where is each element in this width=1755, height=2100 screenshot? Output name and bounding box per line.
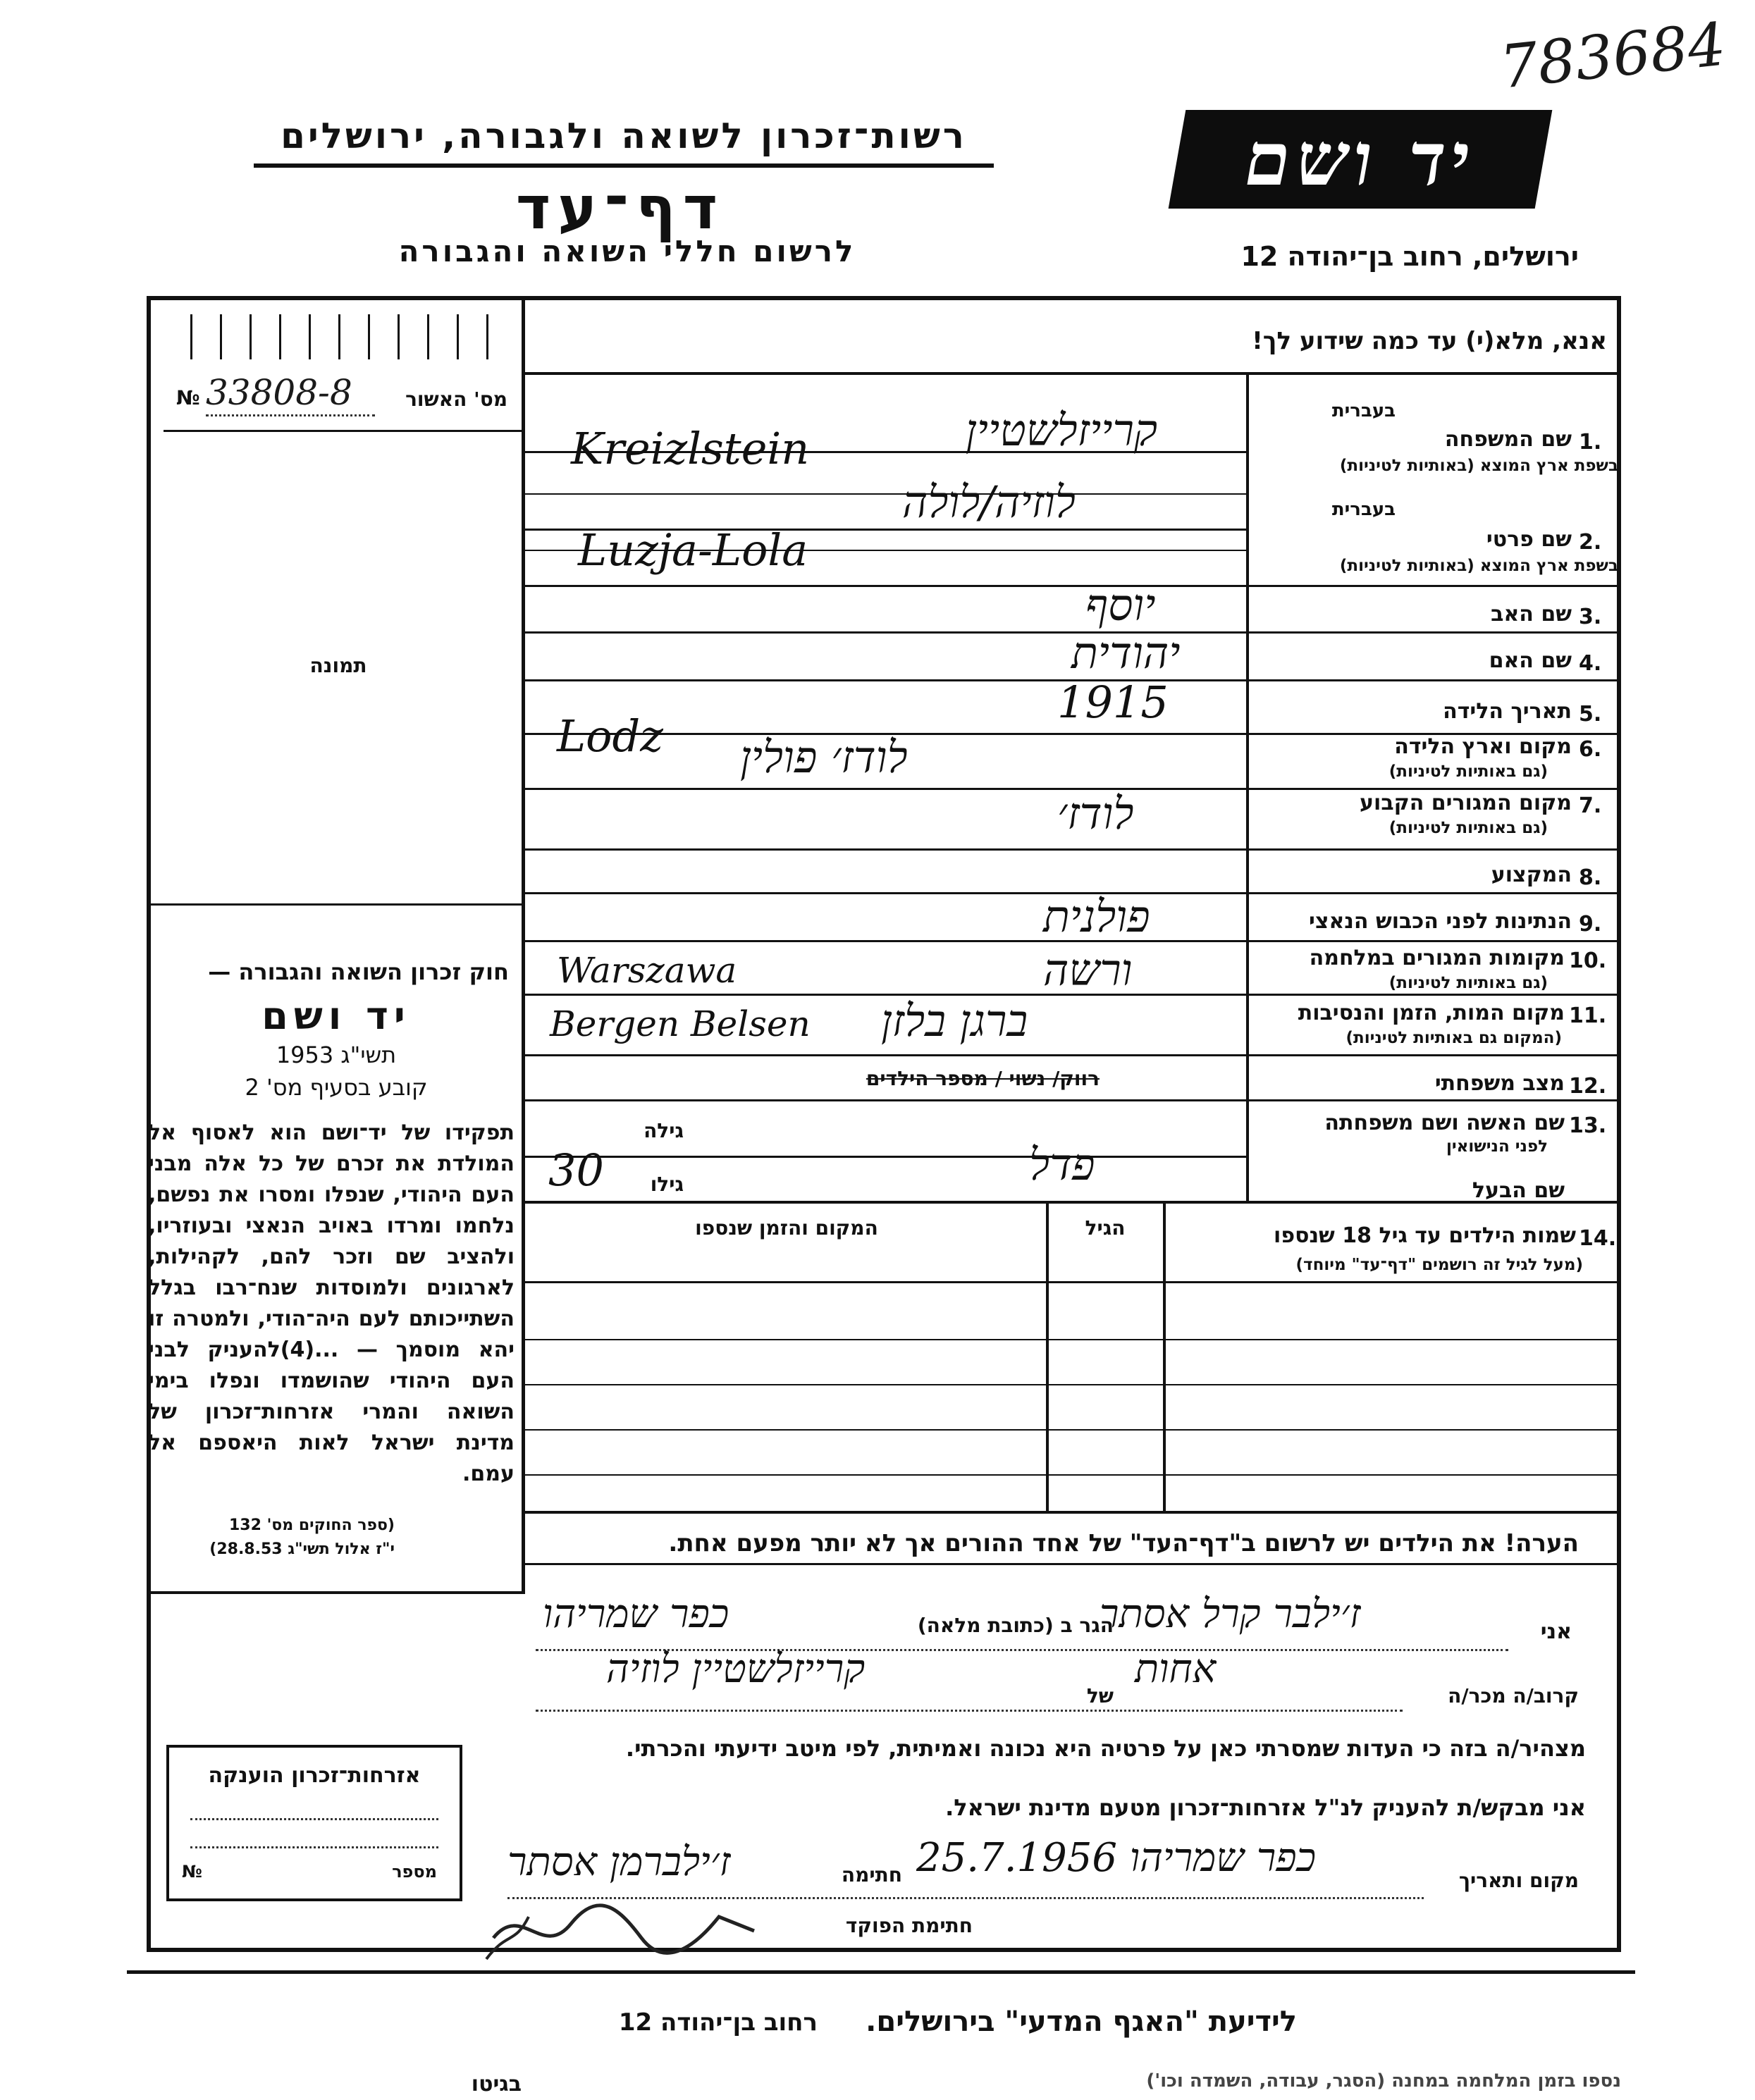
field-8-num: 8. [1579,865,1602,890]
children-num: 14. [1579,1226,1617,1251]
husband-label: שם הבעל [1472,1178,1565,1203]
field-2-label: שם פרטי [1486,527,1572,552]
field-1-value-latin: Kreizlstein [571,423,810,474]
field-8-label: המקצוע [1491,863,1572,887]
field-11-value-latin: Bergen Belsen [550,1003,811,1044]
field-10-num: 10. [1569,949,1607,973]
decl-relation: אחות [1135,1646,1217,1692]
photo-bottom-line [147,903,522,906]
instructions: אנא, מלא(י) עד כמה שידוע לך! [1252,327,1607,355]
decl-statement: מצהיר/ה בזה כי העדות שמסרתי כאן על פרטיה היא נכונה ואמיתית, לפי מיטב ידיעתי והכרתי. [625,1735,1586,1762]
law-title: חוק זכרון השואה והגבורה — [208,958,509,985]
field-6-value-hebrew: לודז׳ פולין [740,731,908,783]
field-4-num: 4. [1579,651,1602,676]
left-panel-bottom [147,1591,525,1594]
field-6-sub: (גם באותיות לטיניות) [1388,762,1548,781]
field-12-label: מצב משפחתי [1434,1071,1565,1096]
children-col-divider-2 [1163,1204,1166,1511]
decl-relative-label: קרוב/ה מכר/ה [1448,1684,1579,1707]
field-7-sub: (גם באותיות לטיניות) [1388,819,1548,837]
law-reference-1: (ספר החוקים מס' 132 [228,1517,395,1534]
field-5-num: 5. [1579,702,1602,727]
photo-label: תמונה [309,654,367,677]
header-address: ירושלים, רחוב בן־יהודה 12 [1240,241,1579,272]
field-2-sub-hebrew: בעברית [1331,499,1396,520]
archive-number: 783684 [1496,9,1729,102]
officer-signature-mark [479,1889,775,1966]
children-label: שמות הילדים עד גיל 18 שנספו [1274,1223,1576,1248]
footer-address: רחוב בן־יהודה 12 [618,2008,818,2037]
decl-place-date: כפר שמריהו 25.7.1956 [916,1835,1317,1881]
husband-value: פדל [1029,1139,1095,1190]
reg-symbol: № [176,386,200,409]
children-col-divider-1 [1046,1204,1049,1511]
reg-dotted-line [206,414,375,416]
instructions-underline [525,372,1621,375]
field-3-value: יוסף [1085,579,1156,631]
children-col-place: המקום והזמן שנספו [695,1216,878,1240]
citizenship-number-label: מספר [392,1862,437,1882]
field-5-label: תאריך הלידה [1443,699,1572,724]
decl-request: אני מבקש/ת להעניק לנ"ל אזרחות־זכרון מטעם מדינת ישראל. [945,1794,1586,1821]
field-12-value: רווק/ נשוי / מספר הילדים [866,1067,1100,1090]
wife-age-label: גילה [644,1119,684,1142]
field-4-value: יהודית [1071,627,1181,679]
photo-top-line [164,430,522,432]
children-sub: (מעל לגיל זה רושמים "דף־עד" מיוחד) [1295,1256,1583,1274]
field-10-value-latin: Warszawa [557,950,737,991]
footer-cut-line-2: בגיטו [471,2072,522,2096]
husband-age-value: 30 [548,1144,604,1196]
field-2-num: 2. [1579,530,1602,555]
field-6-value-latin: Lodz [557,710,663,762]
field-11-value-hebrew: ברגן בלזן [881,995,1028,1046]
form-title: דף־עד [515,173,725,242]
law-text: תפקידו של יד־ושם הוא לאסוף אל המולדת את זכרם של כל אלה מבני העם היהודי, שנפלו ומסרו את נפשם, נלחמו ומרדו באויב הנאצי ובעוזריו, ולהציב שם וזכר להם, לקהילות, לארגונים ולמוסדות שנח־רבו בגלל השתייכותם לעם היה־הודי, ולמטרה זו יהא מוסמך — ...(4)להעניק לבני העם היהודי שהושמדו ונפלו בימי השואה והמרי אזרחות־זכרון של מדינת ישראל לאות היאספם אל עמם. [148,1120,515,1486]
decl-of-label: של [1086,1684,1114,1707]
field-7-num: 7. [1579,793,1602,818]
field-2-sub-latin: בשפת ארץ המוצא (באותיות לטיניות) [1339,557,1618,575]
field-2-value-hebrew: לוזיה/לולה [902,476,1076,528]
decl-place-date-label: מקום ותאריך [1458,1869,1579,1892]
field-9-value: פולנית [1043,891,1150,942]
field-3-label: שם האב [1491,602,1572,626]
field-3-num: 3. [1579,605,1602,629]
field-11-num: 11. [1569,1003,1607,1028]
field-6-label: מקום וארץ הלידה [1394,734,1572,759]
form-subtitle: לרשום חללי השואה והגבורה [398,234,856,268]
decl-name: ז׳ילבר קרל אסתר [1100,1591,1361,1637]
index-ticks [190,314,515,359]
logo-text: יד ושם [1237,116,1484,202]
field-10-sub: (גם באותיות לטיניות) [1388,974,1548,992]
field-1-label: שם המשפחה [1444,427,1572,452]
field-12-num: 12. [1569,1074,1607,1099]
footer-top-line [127,1970,1635,1974]
field-5-value: 1915 [1057,677,1169,728]
field-7-value: לודז׳ [1057,788,1134,839]
field-13-num: 13. [1569,1113,1607,1138]
citizenship-box [166,1745,462,1901]
footer-notice: לידיעת "האגף המדעי" בירושלים. [866,2006,1297,2038]
field-13-sub: לפני הנישואין [1446,1137,1548,1156]
children-col-age: הגיל [1085,1216,1126,1240]
decl-signature-label: חתימה [841,1863,902,1886]
left-panel-divider [522,296,525,1593]
field-11-label: מקום המות, הזמן והנסיבות [1298,1001,1565,1025]
law-clause: קובע בסעיף מס' 2 [245,1074,428,1101]
field-13-label: שם האשה ושם משפחתה [1324,1111,1565,1135]
law-year: תשי"ג 1953 [276,1042,397,1068]
husband-age-label: גילו [650,1173,684,1196]
reg-number: 33808-8 [206,372,352,413]
decl-address: כפר שמריהו [543,1591,729,1637]
decl-relation-of: קרייזלשטיין לוזיה [606,1646,866,1692]
decl-signature: ז׳ילברמן אסתר [507,1839,731,1885]
field-1-sub-hebrew: בעברית [1331,400,1396,421]
field-10-label: מקומות המגורים במלחמה [1309,946,1565,970]
yad-vashem-logo [1169,110,1553,209]
field-1-value-hebrew: קרייזלשטיין [966,404,1158,456]
citizenship-number-symbol: № [182,1862,202,1882]
authority-underline [254,163,994,168]
reg-label: מס' האשור [405,388,507,411]
field-10-value-hebrew: ורשה [1043,944,1133,996]
decl-residing-label: הגר ב (כתובת מלאה) [917,1614,1114,1637]
field-9-num: 9. [1579,912,1602,937]
field-4-label: שם האם [1489,648,1572,673]
decl-officer-label: חתימת הפוקד [845,1914,973,1937]
field-1-num: 1. [1579,430,1602,455]
field-7-label: מקום המגורים הקבוע [1360,791,1572,815]
law-name: יד ושם [261,994,411,1038]
field-1-sub-latin: בשפת ארץ המוצא (באותיות לטיניות) [1339,457,1618,475]
citizenship-box-title: אזרחות־זכרון הוענקה [208,1763,421,1788]
decl-i-label: אני [1540,1619,1572,1644]
field-11-sub: (המקום גם באותיות לטיניות) [1346,1029,1562,1047]
field-2-value-latin: Luzja-Lola [578,524,808,576]
law-reference-2: י"ז אלול תשי"ג 28.8.53) [209,1540,395,1558]
footer-cut-line-1: נספו בזמן המלחמה במחנה (הסגר, עבודה, השמדה וכו') [1146,2070,1621,2092]
field-6-num: 6. [1579,737,1602,762]
field-9-label: הנתינות לפני הכבוש הנאצי [1309,909,1572,934]
authority-name: רשות־זכרון לשואה ולגבורה, ירושלים [281,116,967,156]
note: הערה! את הילדים יש לרשום ב"דף־העד" של אחד ההורים אך לא יותר מפעם אחת. [668,1529,1579,1557]
